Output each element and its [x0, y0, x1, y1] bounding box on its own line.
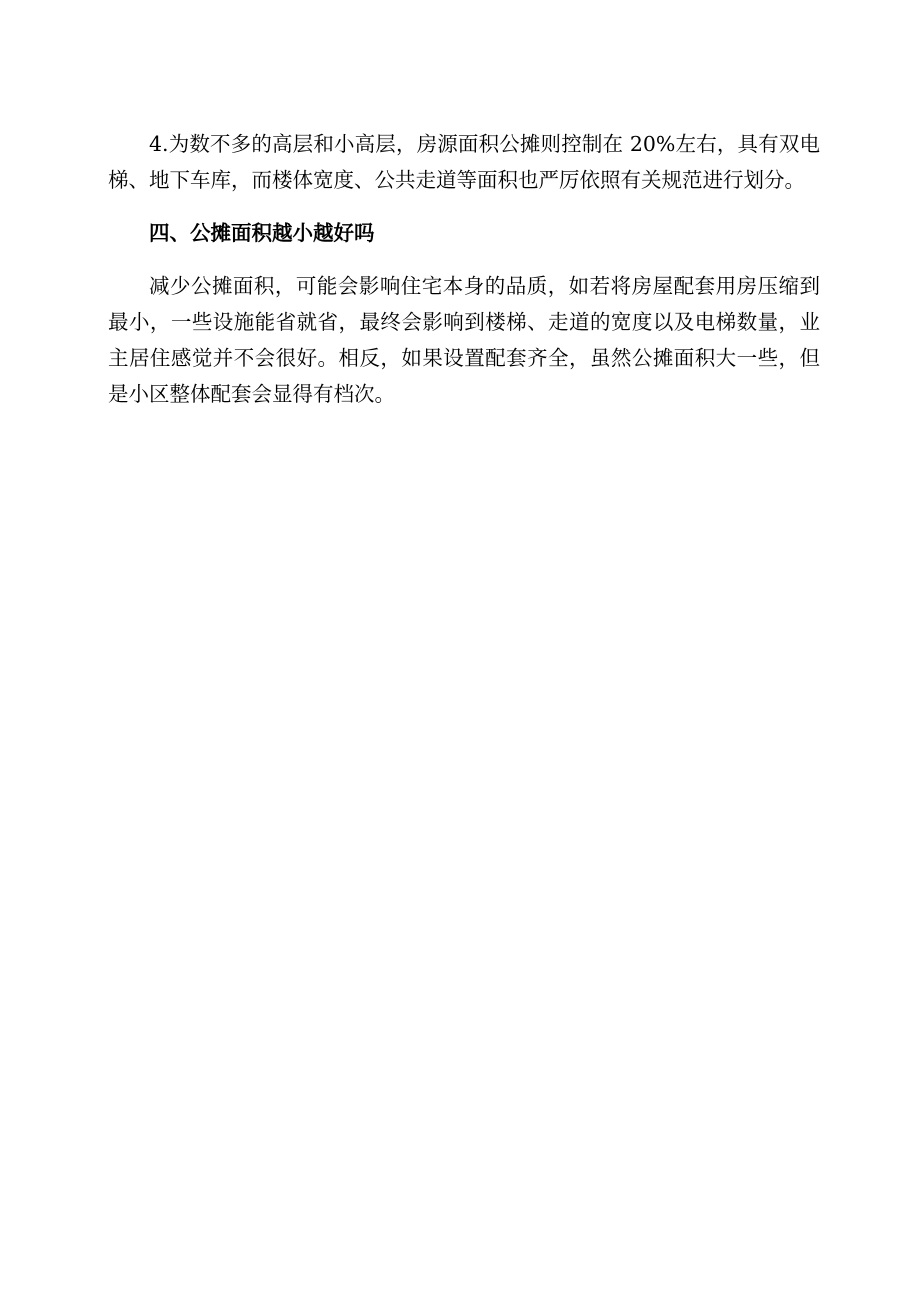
section-heading-four: 四、公摊面积越小越好吗: [149, 221, 375, 245]
paragraph-smaller-share: 减少公摊面积，可能会影响住宅本身的品质，如若将房屋配套用房压缩到最小，一些设施能省就省，最终会影响到楼梯、走道的宽度以及电梯数量，业主居住感觉并不会很好。相反，如果设置配套齐全，虽然公摊面积大一些，但是小区整体配套会显得有档次。: [108, 274, 820, 406]
document-body: [108, 126, 820, 412]
paragraph-high-rise-share: 4.为数不多的高层和小高层，房源面积公摊则控制在 20%左右，具有双电梯、地下车库，而楼体宽度、公共走道等面积也严厉依照有关规范进行划分。: [108, 132, 820, 192]
